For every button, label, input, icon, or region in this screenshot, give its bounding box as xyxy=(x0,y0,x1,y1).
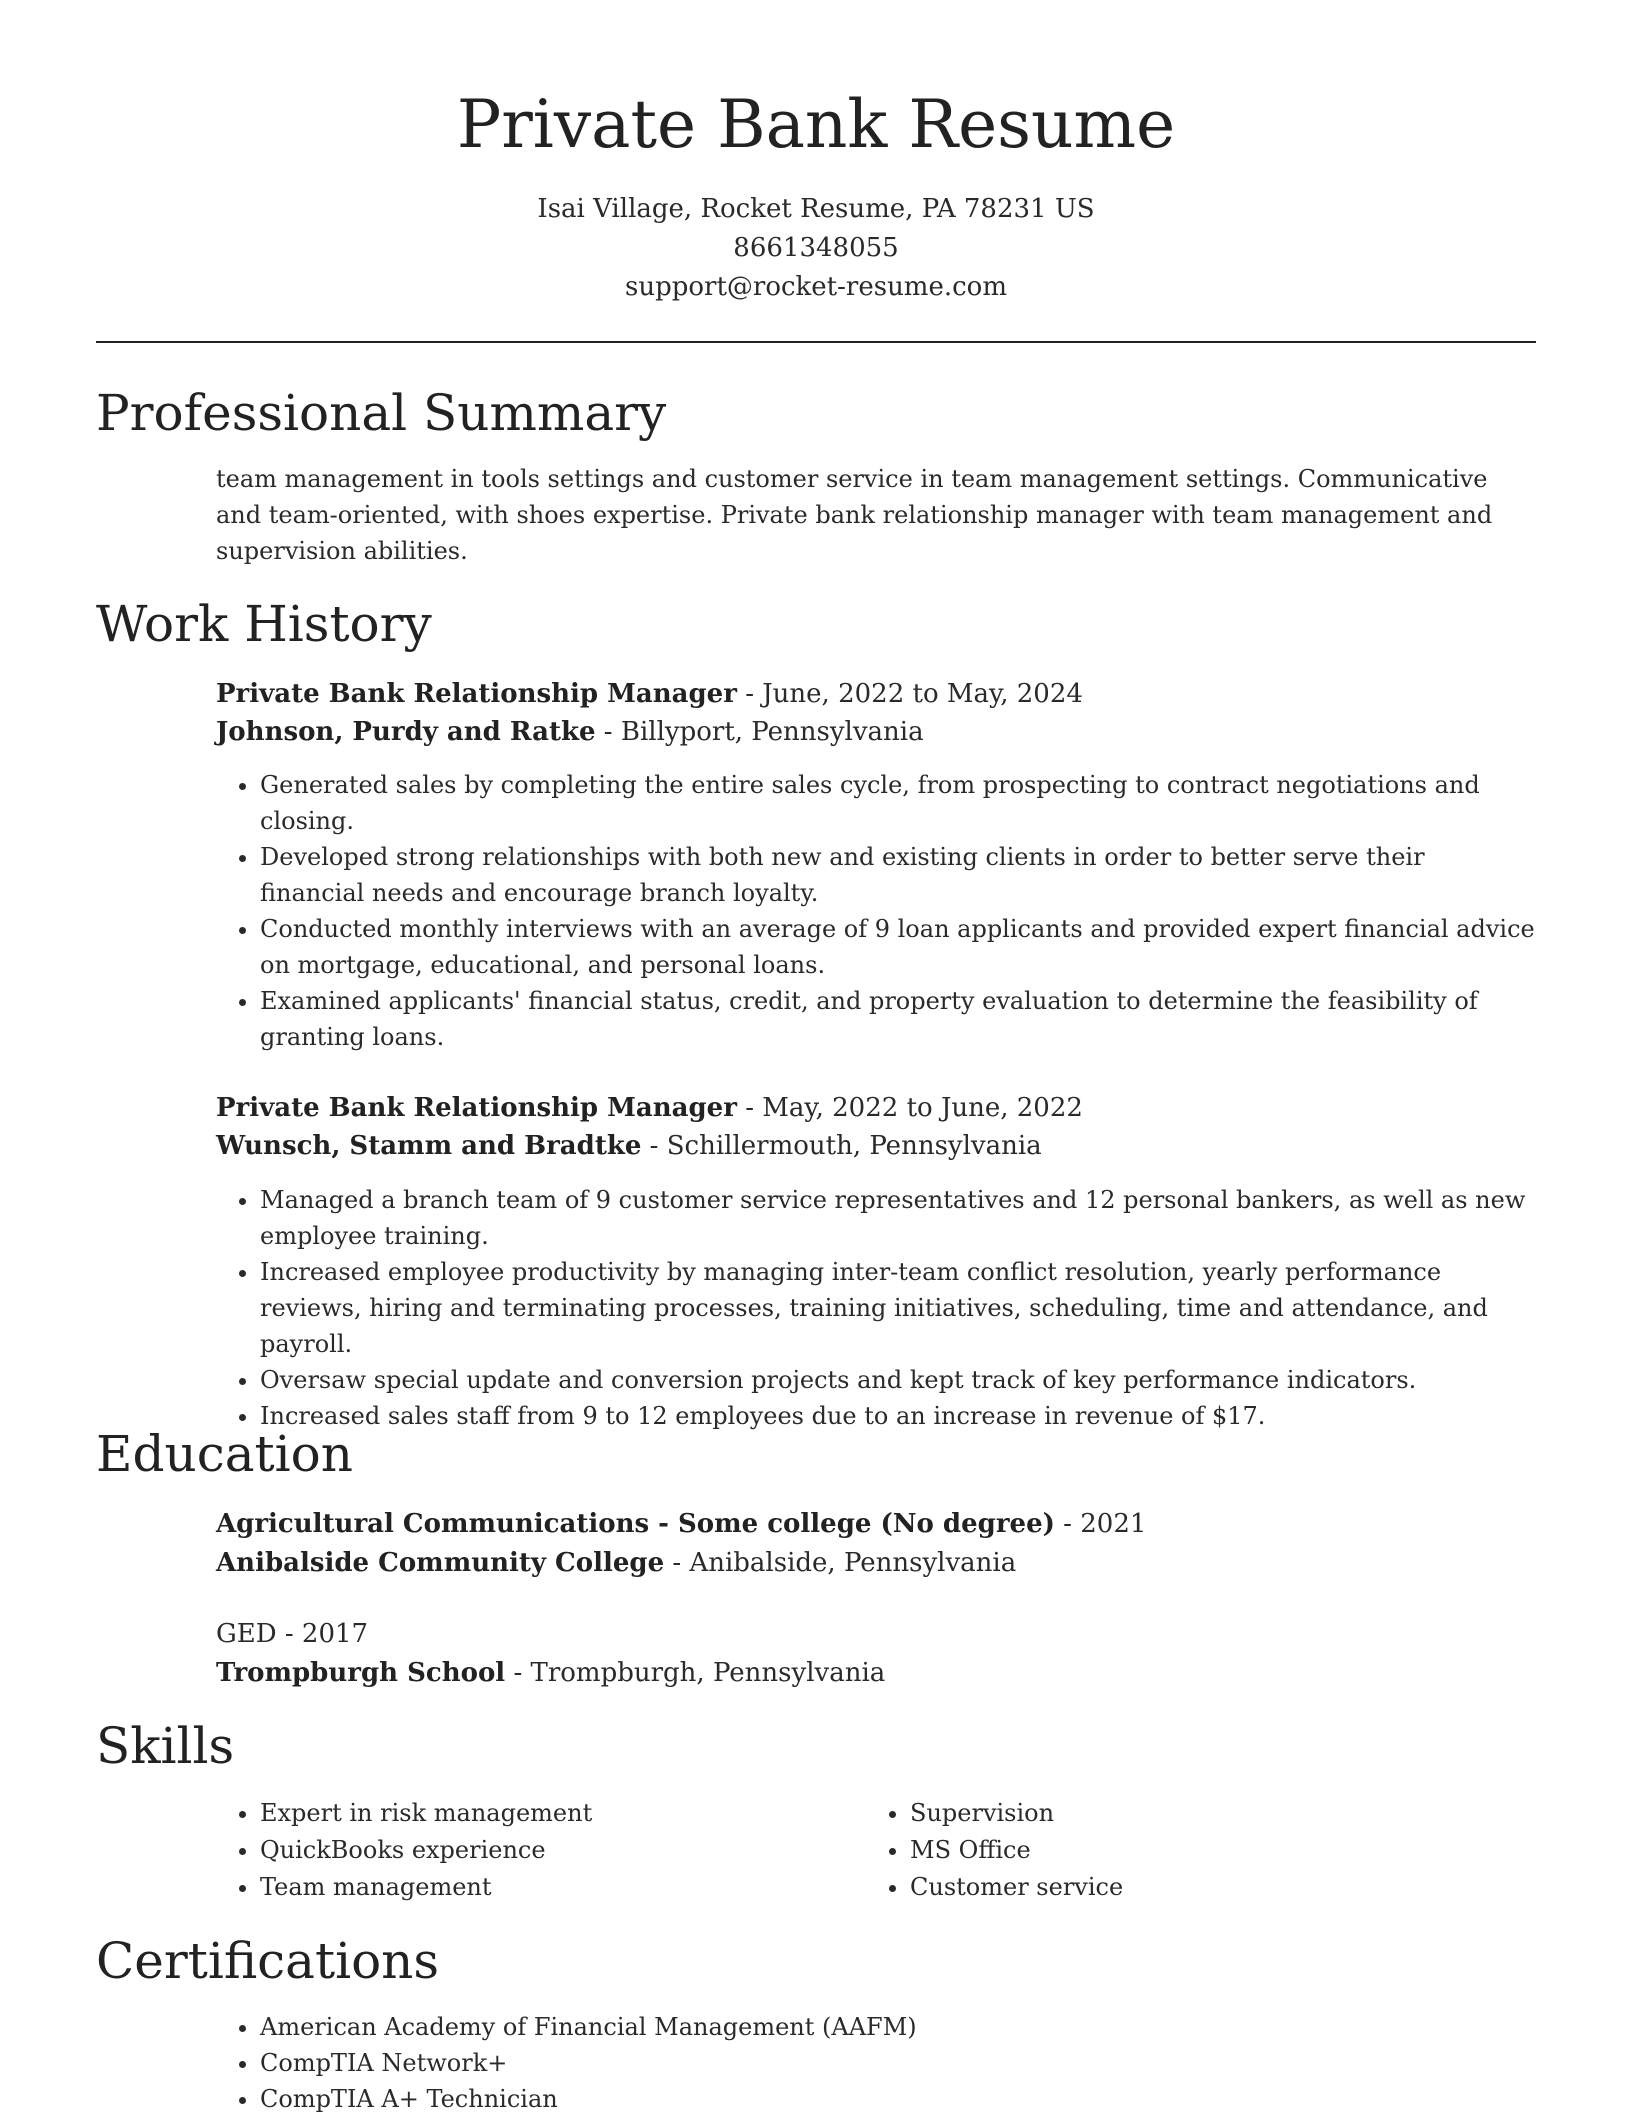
job-dates: - May, 2022 to June, 2022 xyxy=(736,1093,1083,1123)
education-location: - Trompburgh, Pennsylvania xyxy=(505,1658,886,1688)
education-degree: Agricultural Communications - Some college (No degree) xyxy=(216,1509,1055,1539)
section-title-skills: Skills xyxy=(96,1717,235,1775)
list-item: • CompTIA Network+ xyxy=(260,2045,1536,2081)
section-title-summary: Professional Summary xyxy=(96,384,667,442)
job-position: Private Bank Relationship Manager xyxy=(216,1093,737,1123)
job-position: Private Bank Relationship Manager xyxy=(216,679,737,709)
list-item: • Team management xyxy=(260,1869,816,1906)
education-school-line xyxy=(216,1654,1536,1692)
list-item: • Expert in risk management xyxy=(260,1795,816,1832)
education-school: Trompburgh School xyxy=(216,1658,506,1688)
education-location: - Anibalside, Pennsylvania xyxy=(664,1548,1017,1578)
job-duties-list xyxy=(216,1182,1536,1434)
education-degree: GED xyxy=(216,1619,277,1649)
section-title-education: Education xyxy=(96,1425,353,1483)
list-item: • Conducted monthly interviews with an average of 9 loan applicants and provided expert financial advice on mortgage, educational, and personal loans. xyxy=(260,911,1536,983)
contact-email: support@rocket-resume.com xyxy=(624,272,1007,302)
list-item: • Managed a branch team of 9 customer service representatives and 12 personal bankers, as well as new employee training. xyxy=(260,1182,1536,1254)
job-company-line xyxy=(216,1127,1536,1165)
list-item: • Increased sales staff from 9 to 12 employees due to an increase in revenue of $17. xyxy=(260,1398,1536,1434)
job-title-line xyxy=(216,675,1536,713)
list-item: • Examined applicants' financial status, credit, and property evaluation to determine the feasibility of granting loans. xyxy=(260,983,1536,1055)
resume-header xyxy=(0,82,1632,307)
education-degree-line xyxy=(216,1505,1536,1543)
contact-info xyxy=(0,190,1632,307)
list-item: • Increased employee productivity by managing inter-team conflict resolution, yearly performance reviews, hiring and terminating processes, training initiatives, scheduling, time and attendance, and payroll. xyxy=(260,1254,1536,1362)
section-title-work-history: Work History xyxy=(96,595,432,653)
job-dates: - June, 2022 to May, 2024 xyxy=(736,679,1083,709)
contact-address: Isai Village, Rocket Resume, PA 78231 US xyxy=(537,194,1095,224)
job-title-line xyxy=(216,1089,1536,1127)
list-item: • Developed strong relationships with both new and existing clients in order to better serve their financial needs and encourage branch loyalty. xyxy=(260,839,1536,911)
education-degree-line xyxy=(216,1615,1536,1653)
list-item: • Customer service xyxy=(910,1869,1466,1906)
list-item: • American Academy of Financial Management (AAFM) xyxy=(260,2009,1536,2045)
certifications-list xyxy=(216,2009,1536,2112)
header-divider xyxy=(96,341,1536,343)
job-company: Wunsch, Stamm and Bradtke xyxy=(216,1131,642,1161)
summary-text: team management in tools settings and customer service in team management settings. Communicative and team-oriented, with shoes expertise. Private bank relationship manager with team management and supervision abilities. xyxy=(216,465,1493,565)
list-item: • Oversaw special update and conversion projects and kept track of key performance indicators. xyxy=(260,1362,1536,1398)
skills-list-right xyxy=(866,1795,1466,1906)
job-location: - Schillermouth, Pennsylvania xyxy=(641,1131,1042,1161)
education-school-line xyxy=(216,1544,1536,1582)
list-item: • CompTIA A+ Technician xyxy=(260,2081,1536,2112)
education-year: - 2021 xyxy=(1054,1509,1147,1539)
education-school: Anibalside Community College xyxy=(216,1548,665,1578)
job-company-line xyxy=(216,713,1536,751)
list-item: • QuickBooks experience xyxy=(260,1832,816,1869)
list-item: • Supervision xyxy=(910,1795,1466,1832)
page-title: Private Bank Resume xyxy=(456,86,1176,163)
section-title-certifications: Certifications xyxy=(96,1932,440,1990)
list-item: • MS Office xyxy=(910,1832,1466,1869)
list-item: • Generated sales by completing the entire sales cycle, from prospecting to contract negotiations and closing. xyxy=(260,767,1536,839)
job-duties-list xyxy=(216,767,1536,1055)
contact-phone: 8661348055 xyxy=(733,233,899,263)
job-company: Johnson, Purdy and Ratke xyxy=(216,717,596,747)
education-year: - 2017 xyxy=(276,1619,369,1649)
skills-list-left xyxy=(216,1795,816,1906)
job-location: - Billyport, Pennsylvania xyxy=(595,717,924,747)
